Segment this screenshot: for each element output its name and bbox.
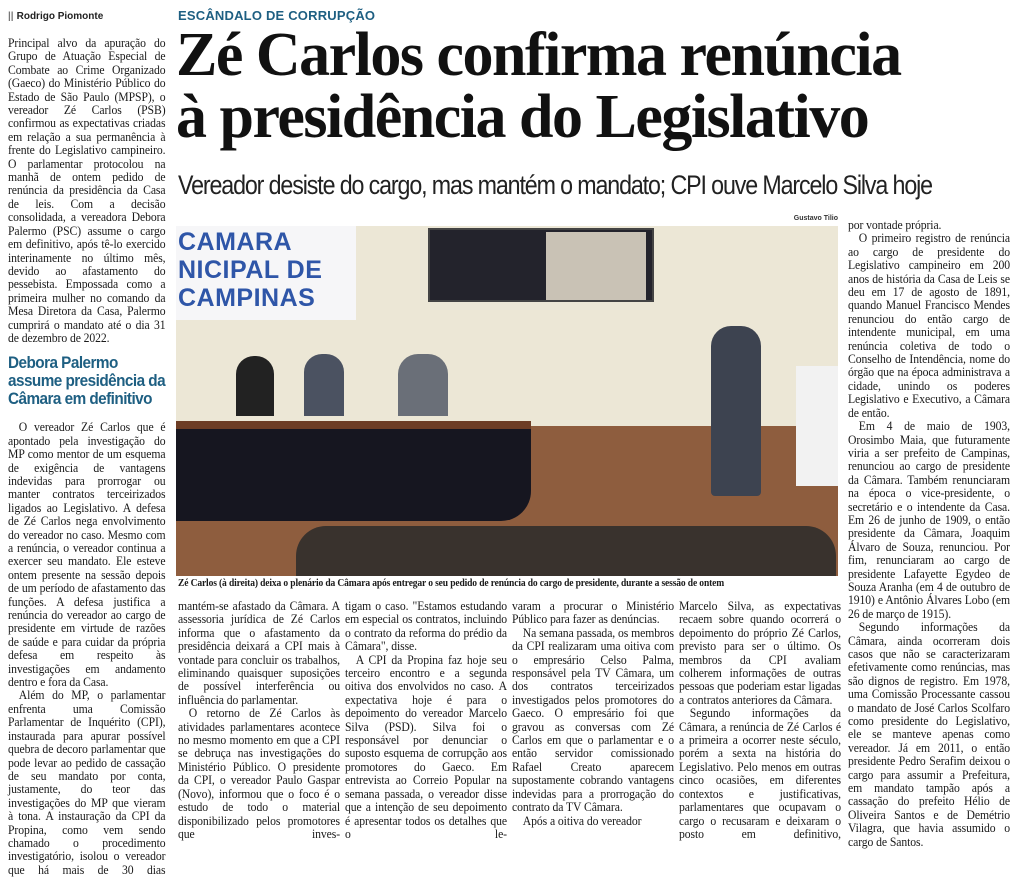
podium <box>796 366 838 486</box>
body-column-1 <box>178 599 340 840</box>
paragraph: Segundo informações da Câmara, ainda ocorreram dois casos que não se caracterizaram efetivamente como renúncias, mas são dignos de registro. Em 1978, uma Comissão Processante cassou o mandato de José Carlos Scolfaro como presidente do Legislativo, ele se manteve apenas como vereador. Já em 2011, o então presidente Pedro Serafim deixou o cargo para assumir a Prefeitura, em mandato tampão após a cassação do prefeito Hélio de Oliveira Santos e de Demétrio Vilagra, que havia assumido o cargo de Santos. <box>848 619 1010 849</box>
body-column-2 <box>345 599 507 840</box>
paragraph: mantém-se afastado da Câmara. A assessoria jurídica de Zé Carlos informa que o afastamento da presidência deixará a CPI mais à vontade para concluir os trabalhos, eliminando quaisquer suposições de possível interferência ou influência do parlamentar. <box>178 598 340 707</box>
paragraph: Após a oitiva do vereador <box>522 812 642 828</box>
paragraph: varam a procurar o Ministério Público para fazer as denúncias. <box>512 598 674 627</box>
person <box>304 354 344 416</box>
person <box>236 356 274 416</box>
paragraph: Além do MP, o parlamentar enfrenta uma Comissão Parlamentar de Inquérito (CPI), instaurada para apurar possível quebra de decoro parlamentar que pode levar ao pedido de cassação de seu mandato por conta, justamente, do teor das investigações do MP que vieram à tona. A instauração da CPI da Propina, como vem sendo chamado o procedimento investigatório, isolou o vereador que há mais de 30 dias <box>8 687 166 877</box>
standing-man <box>711 326 761 496</box>
intro-paragraph: Principal alvo da apuração do Grupo de Atuação Especial de Combate ao Crime Organizado (Gaeco) do Ministério Público do Estado de São Paulo (MPSP), o vereador Zé Carlos (PSB) confirmou as expectativas criadas em relação a sua permanência à frente do Legislativo campineiro. O parlamentar protocolou na manhã de ontem pedido de renúncia da presidência da Casa de leis. Com a decisão consolidada, a vereadora Debora Palermo (PSC) assume o cargo em definitivo, após tê-lo exercido interinamente no último mês, devido ao afastamento do pessebista. Empossada como a primeira mulher no comando da Mesa Diretora da Casa, Palermo cumprirá o mandato até o dia 31 de dezembro de 2022. <box>8 35 166 345</box>
right-column <box>848 218 1010 848</box>
side-subtitle: Debora Palermo assume presidência da Câmara em definitivo <box>8 353 166 409</box>
banner-text: CAMPINAS <box>178 284 316 312</box>
paragraph: por vontade própria. <box>848 217 942 232</box>
byline: || Rodrigo Piomonte <box>8 11 104 22</box>
banner-text: NICIPAL DE <box>178 256 323 284</box>
headline <box>176 21 901 151</box>
body-column-3 <box>512 599 674 827</box>
subheadline: Vereador desiste do cargo, mas mantém o mandato; CPI ouve Marcelo Silva hoje <box>178 170 932 200</box>
paragraph: tigam o caso. "Estamos estudando em especial os contratos, incluindo o contrato da reforma do prédio da Câmara", disse. <box>345 598 507 654</box>
paragraph: Na semana passada, os membros da CPI realizaram uma oitiva com o empresário Celso Palma, responsável pela TV Câmara, um dos contratos terceirizados investigados pelos promotores do Gaeco. O empresário foi que gravou as conversas com Zé Carlos em que o parlamentar e o então servidor comissionado Rafael Creato aparecem supostamente cobrando vantagens indevidas para a prorrogação do contrato da TV Câmara. <box>512 624 674 815</box>
section-kicker: ESCÂNDALO DE CORRUPÇÃO <box>178 8 376 23</box>
paragraph: Em 4 de maio de 1903, Orosimbo Maia, que futuramente viria a ser prefeito de Campinas, renunciou ao cargo de presidente da Câmara. Também renunciaram na época o vice-presidente, o secretário e o intendente da Casa. Em 26 de junho de 1909, o então presidente da Câmara, Joaquim Álvaro de Souza, renunciou. Por fim, renunciaram ao cargo de presidente Lafayette Egydeo de Souza Aranha (em 4 de outubro de 1910) e Antônio Álvares Lobo (em 26 de março de 1915). <box>848 418 1010 621</box>
audience <box>296 526 836 576</box>
headline-line-2: à presidência do Legislativo <box>176 83 869 151</box>
photo-caption: Zé Carlos (à direita) deixa o plenário da Câmara após entregar o seu pedido de renúncia do cargo de presidente, durante a sessão de ontem <box>178 578 725 589</box>
body-column-4 <box>679 599 841 840</box>
paragraph: Marcelo Silva, as expectativas recaem sobre quando ocorrerá o depoimento do próprio Zé Carlos, previsto para ser o último. Os membros da CPI avaliam colherem informações de outras pessoas que poderiam estar ligadas a contratos anteriores da Câmara. <box>679 598 841 707</box>
left-column <box>8 36 166 876</box>
paragraph: O primeiro registro de renúncia ao cargo de presidente do Legislativo campineiro em 200 anos de história da Casa de Leis se deu em 17 de agosto de 1891, quando Manuel Francisco Mendes renunciou do então cargo de intendente municipal, em uma renúncia coletiva de todo o Conselho de Intendência, nome do órgão que na época administrava a cidade, unindo os poderes Legislativo e Executivo, a Câmara de então. <box>848 230 1010 420</box>
paragraph: Segundo informações da Câmara, a renúncia de Zé Carlos é a primeira a ocorrer neste século, porém a sexta na história do Legislativo. Pelo menos em outras cinco ocasiões, em diferentes contextos e justificativas, parlamentares que ocupavam o cargo o recusaram e deixaram o posto em definitivo, <box>679 705 841 841</box>
photo-credit: Gustavo Tilio <box>793 215 838 222</box>
paragraph: A CPI da Propina faz hoje seu terceiro encontro e a segunda oitiva dos envolvidos no caso. A expectativa hoje é para o depoimento do vereador Marcelo Silva (PSD). Silva foi o responsável por denunciar o suposto esquema de corrupção aos promotores do Gaeco. Em entrevista ao Correio Popular na semana passada, o vereador disse que a intenção de seu depoimento é apresentar todos os detalhes que o le- <box>345 651 507 841</box>
desk <box>176 421 531 521</box>
person <box>398 354 448 416</box>
paragraph: O vereador Zé Carlos que é apontado pela investigação do MP como mentor de um esquema de exigência de vantagens indevidas para prorrogar ou manter contratos terceirizados ligados ao Legislativo. A defesa de Zé Carlos nega envolvimento do vereador no caso. Mesmo com a renúncia, o vereador continua a exercer seu mandato. Ele esteve ontem presente na sessão depois de um período de afastamento das funções. A defesa justifica a renúncia do vereador ao cargo de presidente em virtude de razões de saúde e para cuidar da própria defesa em respeito às investigações em andamento dentro e fora da Casa. <box>8 419 166 690</box>
news-photo <box>176 226 838 576</box>
banner <box>176 226 356 320</box>
banner-text: CAMARA <box>178 228 293 256</box>
headline-line-1: Zé Carlos confirma renúncia <box>176 21 901 89</box>
screen-person <box>546 232 646 300</box>
paragraph: O retorno de Zé Carlos às atividades parlamentares acontece no mesmo momento em que a CPI se debruça nas investigações do Ministério Público. O presidente da CPI, o vereador Paulo Gaspar (Novo), informou que o foco é o estudo de todo o material disponibilizado pelos promotores que inves- <box>178 705 340 841</box>
author-name: Rodrigo Piomonte <box>16 11 104 22</box>
